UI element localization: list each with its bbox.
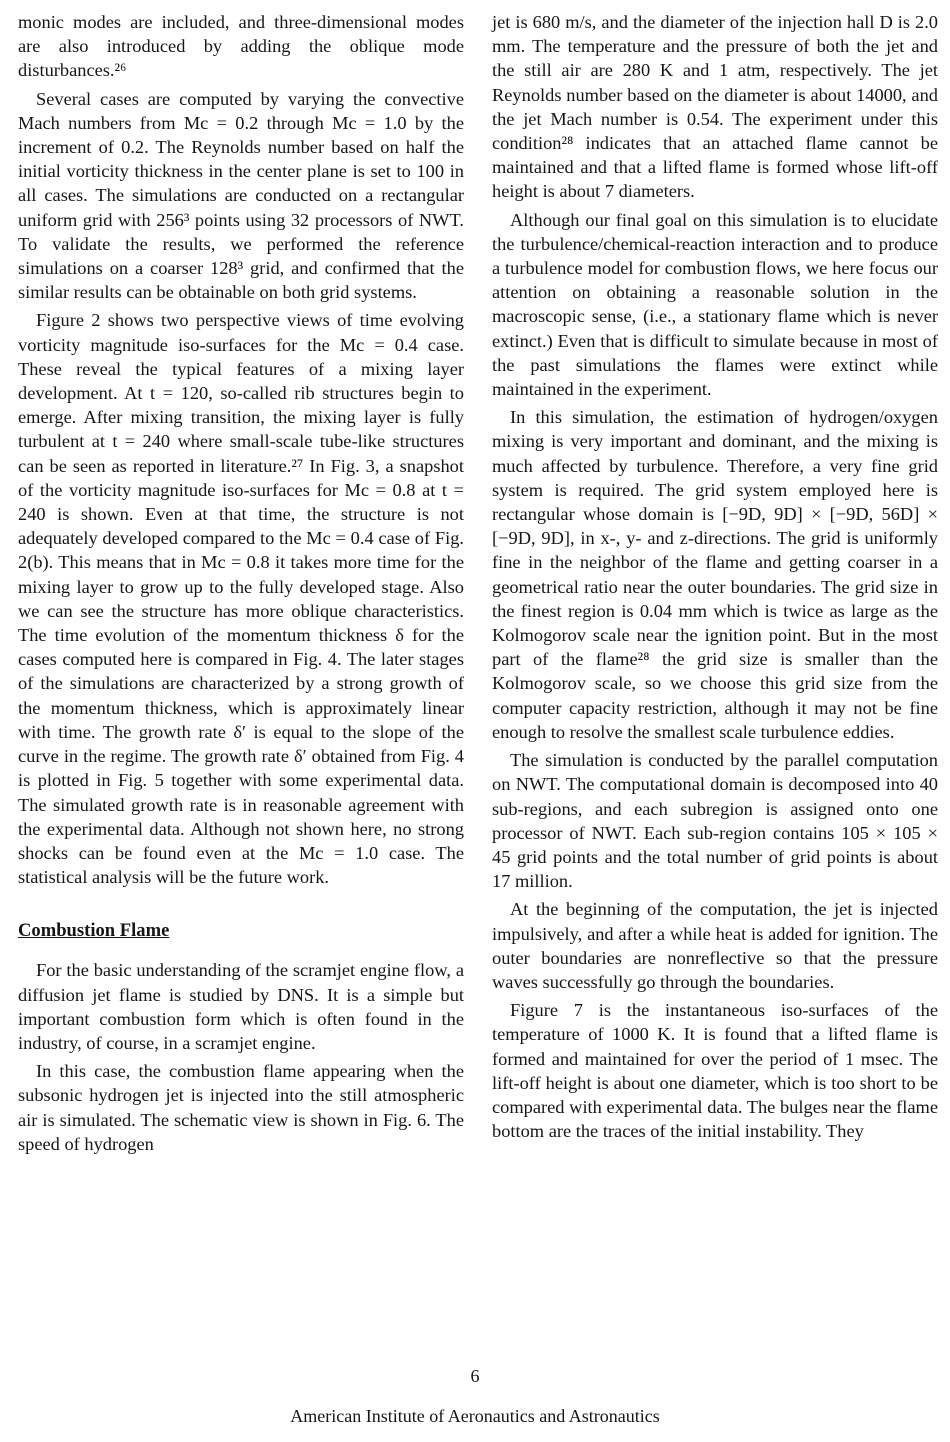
paragraph: For the basic understanding of the scramjet engine flow, a diffusion jet flame is studied by DNS. It is a simple but important combustion form which is often found in the industry, of course, in a scramjet engine. — [18, 960, 464, 1053]
left-column — [18, 10, 464, 1156]
paragraph: In this simulation, the estimation of hydrogen/oxygen mixing is very important and dominant, and the mixing is much affected by turbulence. Therefore, a very fine grid system is required. The grid system employed here is rectangular whose domain is [−9D, 9D] × [−9D, 56D] × [−9D, 9D], in x-, y- and z-directions. The grid is uniformly fine in the neighbor of the flame and getting coarser in a geometrical ratio near the outer boundaries. The grid size in the finest region is 0.04 mm which is twice as large as the Kolmogorov scale near the ignition point. But in the most part of the flame²⁸ the grid size is smaller than the Kolmogorov scale, so we choose this grid size from the computer capacity restriction, although it may not be fine enough to resolve the smallest scale turbulence eddies. — [492, 407, 938, 742]
page-number: 6 — [470, 1366, 480, 1386]
page-footer: American Institute of Aeronautics and Astronautics — [290, 1406, 660, 1426]
paragraph: Figure 7 is the instantaneous iso-surfaces of the temperature of 1000 K. It is found that a lifted flame is formed and maintained for over the period of 1 msec. The lift-off height is about one diameter, which is too short to be compared with experimental data. The bulges near the flame bottom are the traces of the initial instability. They — [492, 1000, 938, 1142]
paragraph: At the beginning of the computation, the jet is injected impulsively, and after a while heat is added for ignition. The outer boundaries are nonreflective so that the pressure waves successfully go through the boundaries. — [492, 899, 938, 992]
paragraph: The simulation is conducted by the parallel computation on NWT. The computational domain is decomposed into 40 sub-regions, and each subregion is assigned onto one processor of NWT. Each sub-region contains 105 × 105 × 45 grid points and the total number of grid points is about 17 million. — [492, 750, 938, 892]
paragraph: monic modes are included, and three-dimensional modes are also introduced by adding the oblique mode disturbances.²⁶ — [18, 12, 464, 81]
paragraph: Several cases are computed by varying the convective Mach numbers from Mc = 0.2 through Mc = 1.0 by the increment of 0.2. The Reynolds number based on half the initial vorticity thickness in the center plane is set to 100 in all cases. The simulations are conducted on a rectangular uniform grid with 256³ points using 32 processors of NWT. To validate the results, we performed the reference simulations on a coarser 128³ grid, and confirmed that the similar results can be obtainable on both grid systems. — [18, 88, 464, 303]
paragraph: Although our final goal on this simulation is to elucidate the turbulence/chemical-reaction interaction and to produce a turbulence model for combustion flows, we here focus our attention on obtaining a reasonable solution in the macroscopic sense, (i.e., a stationary flame which is never extinct.) Even that is difficult to simulate because in most of the past simulations the flames were extinct while maintained in the experiment. — [492, 209, 938, 400]
right-column — [492, 10, 938, 1143]
section-heading: Combustion Flame — [18, 920, 170, 942]
paragraph: Figure 2 shows two perspective views of time evolving vorticity magnitude iso-surfaces for the Mc = 0.4 case. These reveal the typical features of a mixing layer development. At t = 120, so-called rib structures begin to emerge. After mixing transition, the mixing layer is fully turbulent at t = 240 where small-scale tube-like structures can be seen as reported in literature.²⁷ In Fig. 3, a snapshot of the vorticity magnitude iso-surfaces for Mc = 0.8 at t = 240 is shown. Even at that time, the structure is not adequately developed compared to the Mc = 0.4 case of Fig. 2(b). This means that in Mc = 0.8 it takes more time for the mixing layer to grow up to the fully developed stage. Also we can see the structure has more oblique characteristics. The time evolution of the momentum thickness δ for the cases computed here is compared in Fig. 4. The later stages of the simulations are characterized by a strong growth of the momentum thickness, which is approximately linear with time. The growth rate δ′ is equal to the slope of the curve in the regime. The growth rate δ′ obtained from Fig. 4 is plotted in Fig. 5 together with some experimental data. The simulated growth rate is in reasonable agreement with the experimental data. Although not shown here, no strong shocks can be found even at the Mc = 1.0 case. The statistical analysis will be the future work. — [18, 310, 464, 888]
paragraph: jet is 680 m/s, and the diameter of the injection hall D is 2.0 mm. The temperature and the pressure of both the jet and the still air are 280 K and 1 atm, respectively. The jet Reynolds number based on the diameter is about 14000, and the jet Mach number is 0.54. The experiment under this condition²⁸ indicates that an attached flame cannot be maintained and that a lifted flame is formed whose lift-off height is about 7 diameters. — [492, 12, 938, 202]
paragraph: In this case, the combustion flame appearing when the subsonic hydrogen jet is injected into the still atmospheric air is simulated. The schematic view is shown in Fig. 6. The speed of hydrogen — [18, 1061, 464, 1154]
